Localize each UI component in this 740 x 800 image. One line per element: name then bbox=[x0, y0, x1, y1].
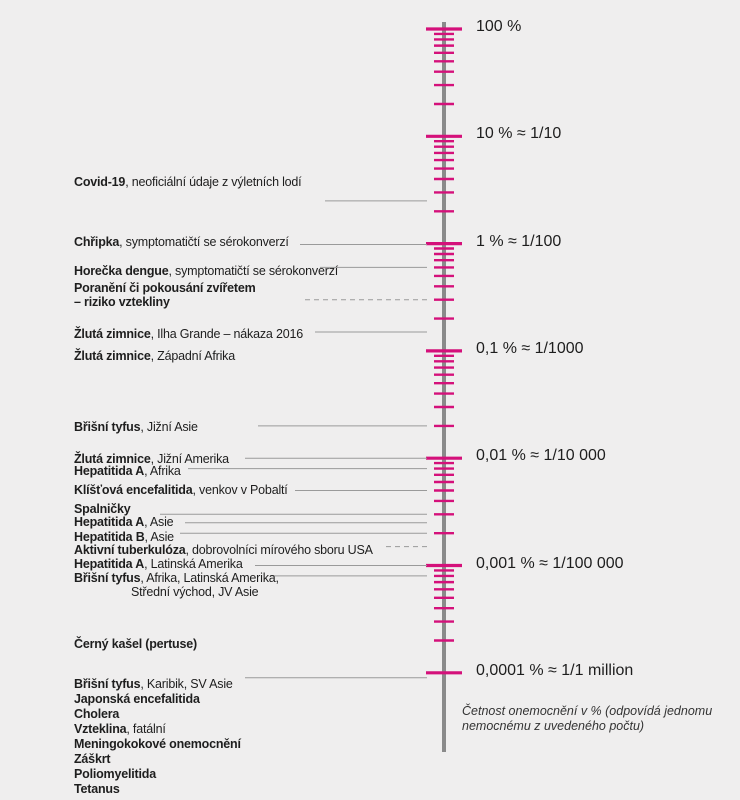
disease-label bbox=[74, 543, 373, 557]
disease-label bbox=[74, 515, 173, 529]
disease-label bbox=[74, 349, 235, 363]
decade-label: 0,01 % ≈ 1/10 000 bbox=[476, 447, 606, 465]
disease-name: Břišní tyfus bbox=[74, 677, 141, 691]
disease-detail: , symptomatičtí se sérokonverzí bbox=[168, 264, 339, 278]
decade-label: 10 % ≈ 1/10 bbox=[476, 125, 562, 143]
disease-label bbox=[74, 737, 241, 751]
disease-name: Žlutá zimnice bbox=[74, 327, 151, 341]
disease-name: Chřipka bbox=[74, 235, 120, 249]
disease-detail: , Ilha Grande – nákaza 2016 bbox=[150, 327, 303, 341]
disease-label bbox=[74, 571, 279, 599]
disease-name: Břišní tyfus bbox=[74, 571, 141, 585]
disease-label bbox=[74, 637, 197, 651]
disease-label bbox=[74, 327, 303, 341]
disease-label bbox=[74, 692, 200, 706]
disease-detail: , Jižní Asie bbox=[140, 420, 198, 434]
disease-label bbox=[74, 707, 119, 721]
disease-name: Poranění či pokousání zvířetem bbox=[74, 281, 256, 295]
disease-detail: , Afrika, Latinská Amerika, bbox=[140, 571, 279, 585]
disease-label bbox=[74, 281, 256, 309]
disease-name: Hepatitida B bbox=[74, 530, 145, 544]
decade-label: 1 % ≈ 1/100 bbox=[476, 232, 562, 250]
disease-name: Aktivní tuberkulóza bbox=[74, 543, 186, 557]
disease-name: Tetanus bbox=[74, 782, 120, 796]
disease-label bbox=[74, 420, 198, 434]
disease-label bbox=[74, 782, 120, 796]
disease-label bbox=[74, 722, 166, 736]
disease-name: Spalničky bbox=[74, 502, 131, 516]
disease-name: Japonská encefalitida bbox=[74, 692, 200, 706]
disease-label bbox=[74, 483, 288, 497]
disease-name: Meningokokové onemocnění bbox=[74, 737, 241, 751]
disease-detail: , dobrovolníci mírového sboru USA bbox=[185, 543, 373, 557]
disease-name: Covid-19 bbox=[74, 175, 126, 189]
disease-label bbox=[74, 502, 131, 516]
decade-label: 100 % bbox=[476, 18, 522, 35]
disease-name: Poliomyelitida bbox=[74, 767, 156, 781]
disease-label bbox=[74, 464, 181, 478]
disease-name: Žlutá zimnice bbox=[74, 452, 151, 466]
disease-detail-line2: – riziko vztekliny bbox=[74, 295, 170, 309]
disease-label bbox=[74, 264, 338, 278]
disease-detail: , fatální bbox=[126, 722, 166, 736]
disease-label bbox=[74, 175, 301, 189]
disease-detail: , neoficiální údaje z výletních lodí bbox=[125, 175, 302, 189]
disease-label bbox=[74, 530, 174, 544]
disease-detail: , Karibik, SV Asie bbox=[140, 677, 233, 691]
disease-label bbox=[74, 767, 156, 781]
disease-detail-line2: Střední východ, JV Asie bbox=[131, 585, 259, 599]
disease-name: Hepatitida A bbox=[74, 515, 145, 529]
disease-detail: , venkov v Pobaltí bbox=[192, 483, 288, 497]
decade-label: 0,1 % ≈ 1/1000 bbox=[476, 339, 584, 357]
disease-detail: , Afrika bbox=[144, 464, 181, 478]
disease-label bbox=[74, 752, 110, 766]
disease-name: Žlutá zimnice bbox=[74, 349, 151, 363]
disease-label bbox=[74, 677, 233, 691]
disease-name: Břišní tyfus bbox=[74, 420, 141, 434]
disease-name: Černý kašel (pertuse) bbox=[74, 637, 197, 651]
disease-label bbox=[74, 235, 289, 249]
disease-name: Záškrt bbox=[74, 752, 111, 766]
disease-name: Hepatitida A bbox=[74, 464, 145, 478]
disease-detail: , Asie bbox=[144, 530, 174, 544]
disease-label bbox=[74, 557, 243, 571]
disease-name: Cholera bbox=[74, 707, 120, 721]
axis-note: Četnost onemocnění v % (odpovídá jednomu nemocnému z uvedeného počtu) bbox=[462, 704, 713, 733]
disease-name: Horečka dengue bbox=[74, 264, 169, 278]
disease-detail: , Západní Afrika bbox=[150, 349, 235, 363]
decade-label: 0,001 % ≈ 1/100 000 bbox=[476, 554, 624, 572]
disease-detail: , Latinská Amerika bbox=[144, 557, 243, 571]
disease-name: Vzteklina bbox=[74, 722, 127, 736]
disease-name: Hepatitida A bbox=[74, 557, 145, 571]
decade-label: 0,0001 % ≈ 1/1 million bbox=[476, 661, 634, 679]
disease-name: Klíšťová encefalitida bbox=[74, 483, 193, 497]
disease-detail: , symptomatičtí se sérokonverzí bbox=[119, 235, 289, 249]
disease-detail: , Asie bbox=[144, 515, 174, 529]
disease-detail: , Jižní Amerika bbox=[150, 452, 229, 466]
